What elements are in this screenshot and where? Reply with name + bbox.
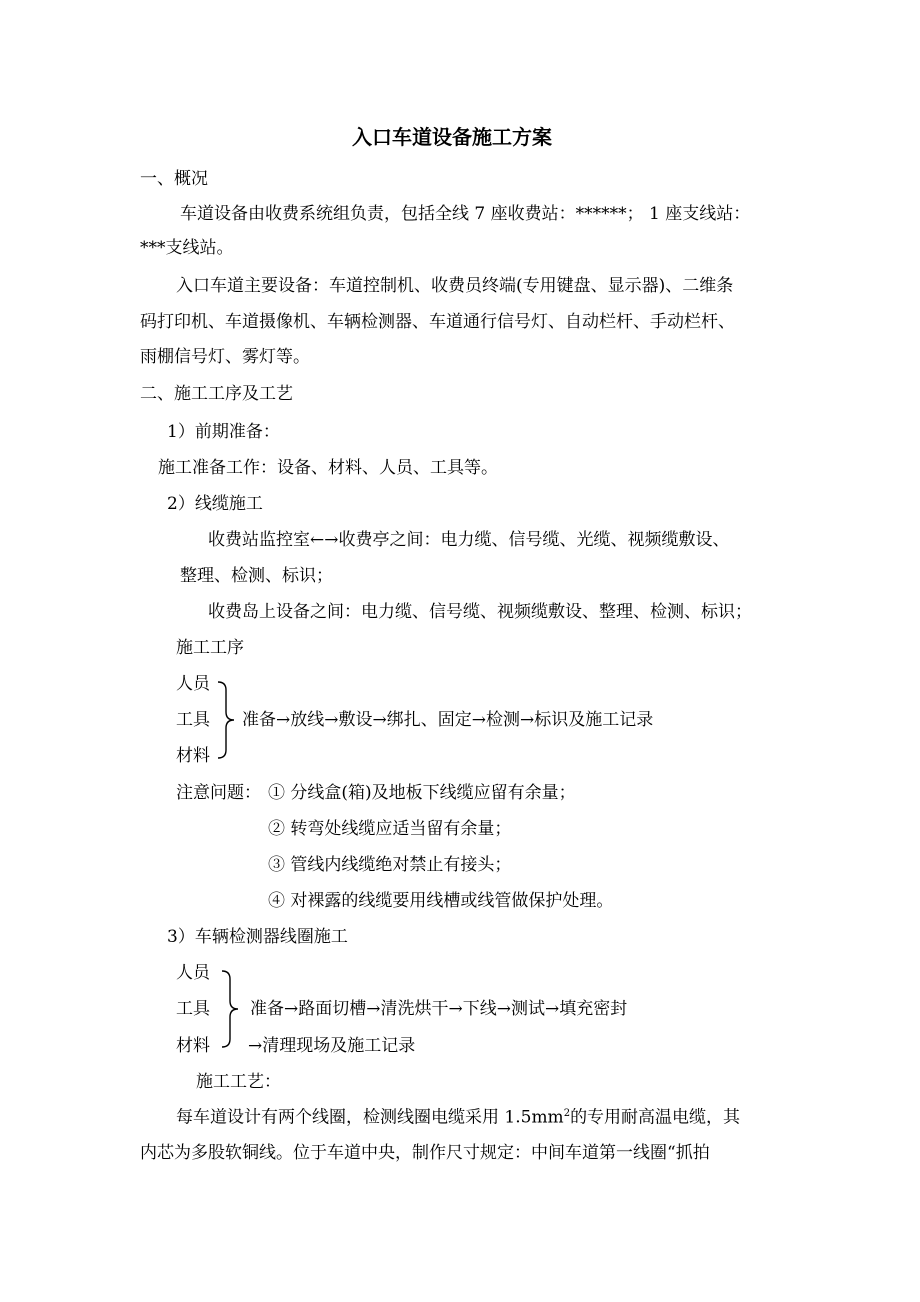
curly-brace-icon [214, 680, 238, 760]
step-heading-loop: 3）车辆检测器线圈施工 [167, 927, 348, 947]
paragraph-line: 码打印机、车道摄像机、车辆检测器、车道通行信号灯、自动栏杆、手动栏杆、 [140, 312, 735, 332]
flow-resource: 人员 [176, 963, 210, 983]
note-item: ① 分线盒(箱)及地板下线缆应留有余量； [268, 783, 576, 803]
paragraph-line: 车道设备由收费系统组负责，包括全线 7 座收费站：******； 1 座支线站： [180, 204, 751, 224]
superscript: 2 [563, 1108, 571, 1119]
flow-resource: 工具 [176, 710, 210, 730]
section-heading-overview: 一、概况 [140, 169, 208, 189]
paragraph-line: 收费岛上设备之间：电力缆、信号缆、视频缆敷设、整理、检测、标识； [208, 602, 752, 622]
step-heading-cable: 2）线缆施工 [167, 494, 263, 514]
flow-resource: 工具 [176, 999, 210, 1019]
paragraph-line: 整理、检测、标识； [180, 566, 333, 586]
note-item: ③ 管线内线缆绝对禁止有接头； [268, 855, 512, 875]
flow-process: →清理现场及施工记录 [248, 1036, 416, 1056]
paragraph-line: 雨棚信号灯、雾灯等。 [140, 347, 310, 367]
paragraph-text: 的专用耐高温电缆，其 [570, 1107, 741, 1128]
flow-resource: 人员 [176, 674, 210, 694]
paragraph-line: 施工准备工作：设备、材料、人员、工具等。 [158, 458, 498, 478]
paragraph-text: 每车道设计有两个线圈，检测线圈电缆采用 1.5mm [176, 1107, 564, 1128]
curly-brace-icon [218, 969, 242, 1049]
paragraph-line [176, 1109, 740, 1127]
note-item: ② 转弯处线缆应适当留有余量； [268, 819, 512, 839]
page-title: 入口车道设备施工方案 [352, 125, 552, 149]
paragraph-line: 内芯为多股软铜线。位于车道中央，制作尺寸规定：中间车道第一线圈“抓拍 [140, 1143, 710, 1163]
paragraph-line: 入口车道主要设备：车道控制机、收费员终端(专用键盘、显示器)、二维条 [176, 276, 734, 296]
flow-resource: 材料 [176, 1036, 210, 1056]
flow-process: 准备→路面切槽→清洗烘干→下线→测试→填充密封 [250, 999, 628, 1019]
flow-resource: 材料 [176, 746, 210, 766]
craft-label: 施工工艺： [196, 1072, 281, 1092]
notes-label: 注意问题： [176, 783, 261, 803]
process-label: 施工工序 [176, 638, 244, 658]
paragraph-line: 收费站监控室←→收费亭之间：电力缆、信号缆、光缆、视频缆敷设、 [208, 530, 730, 550]
flow-process: 准备→放线→敷设→绑扎、固定→检测→标识及施工记录 [242, 710, 654, 730]
paragraph-line: ***支线站。 [140, 238, 234, 258]
step-heading-preparation: 1）前期准备： [167, 422, 280, 442]
section-heading-process: 二、施工工序及工艺 [140, 384, 293, 404]
note-item: ④ 对裸露的线缆要用线槽或线管做保护处理。 [268, 891, 614, 911]
